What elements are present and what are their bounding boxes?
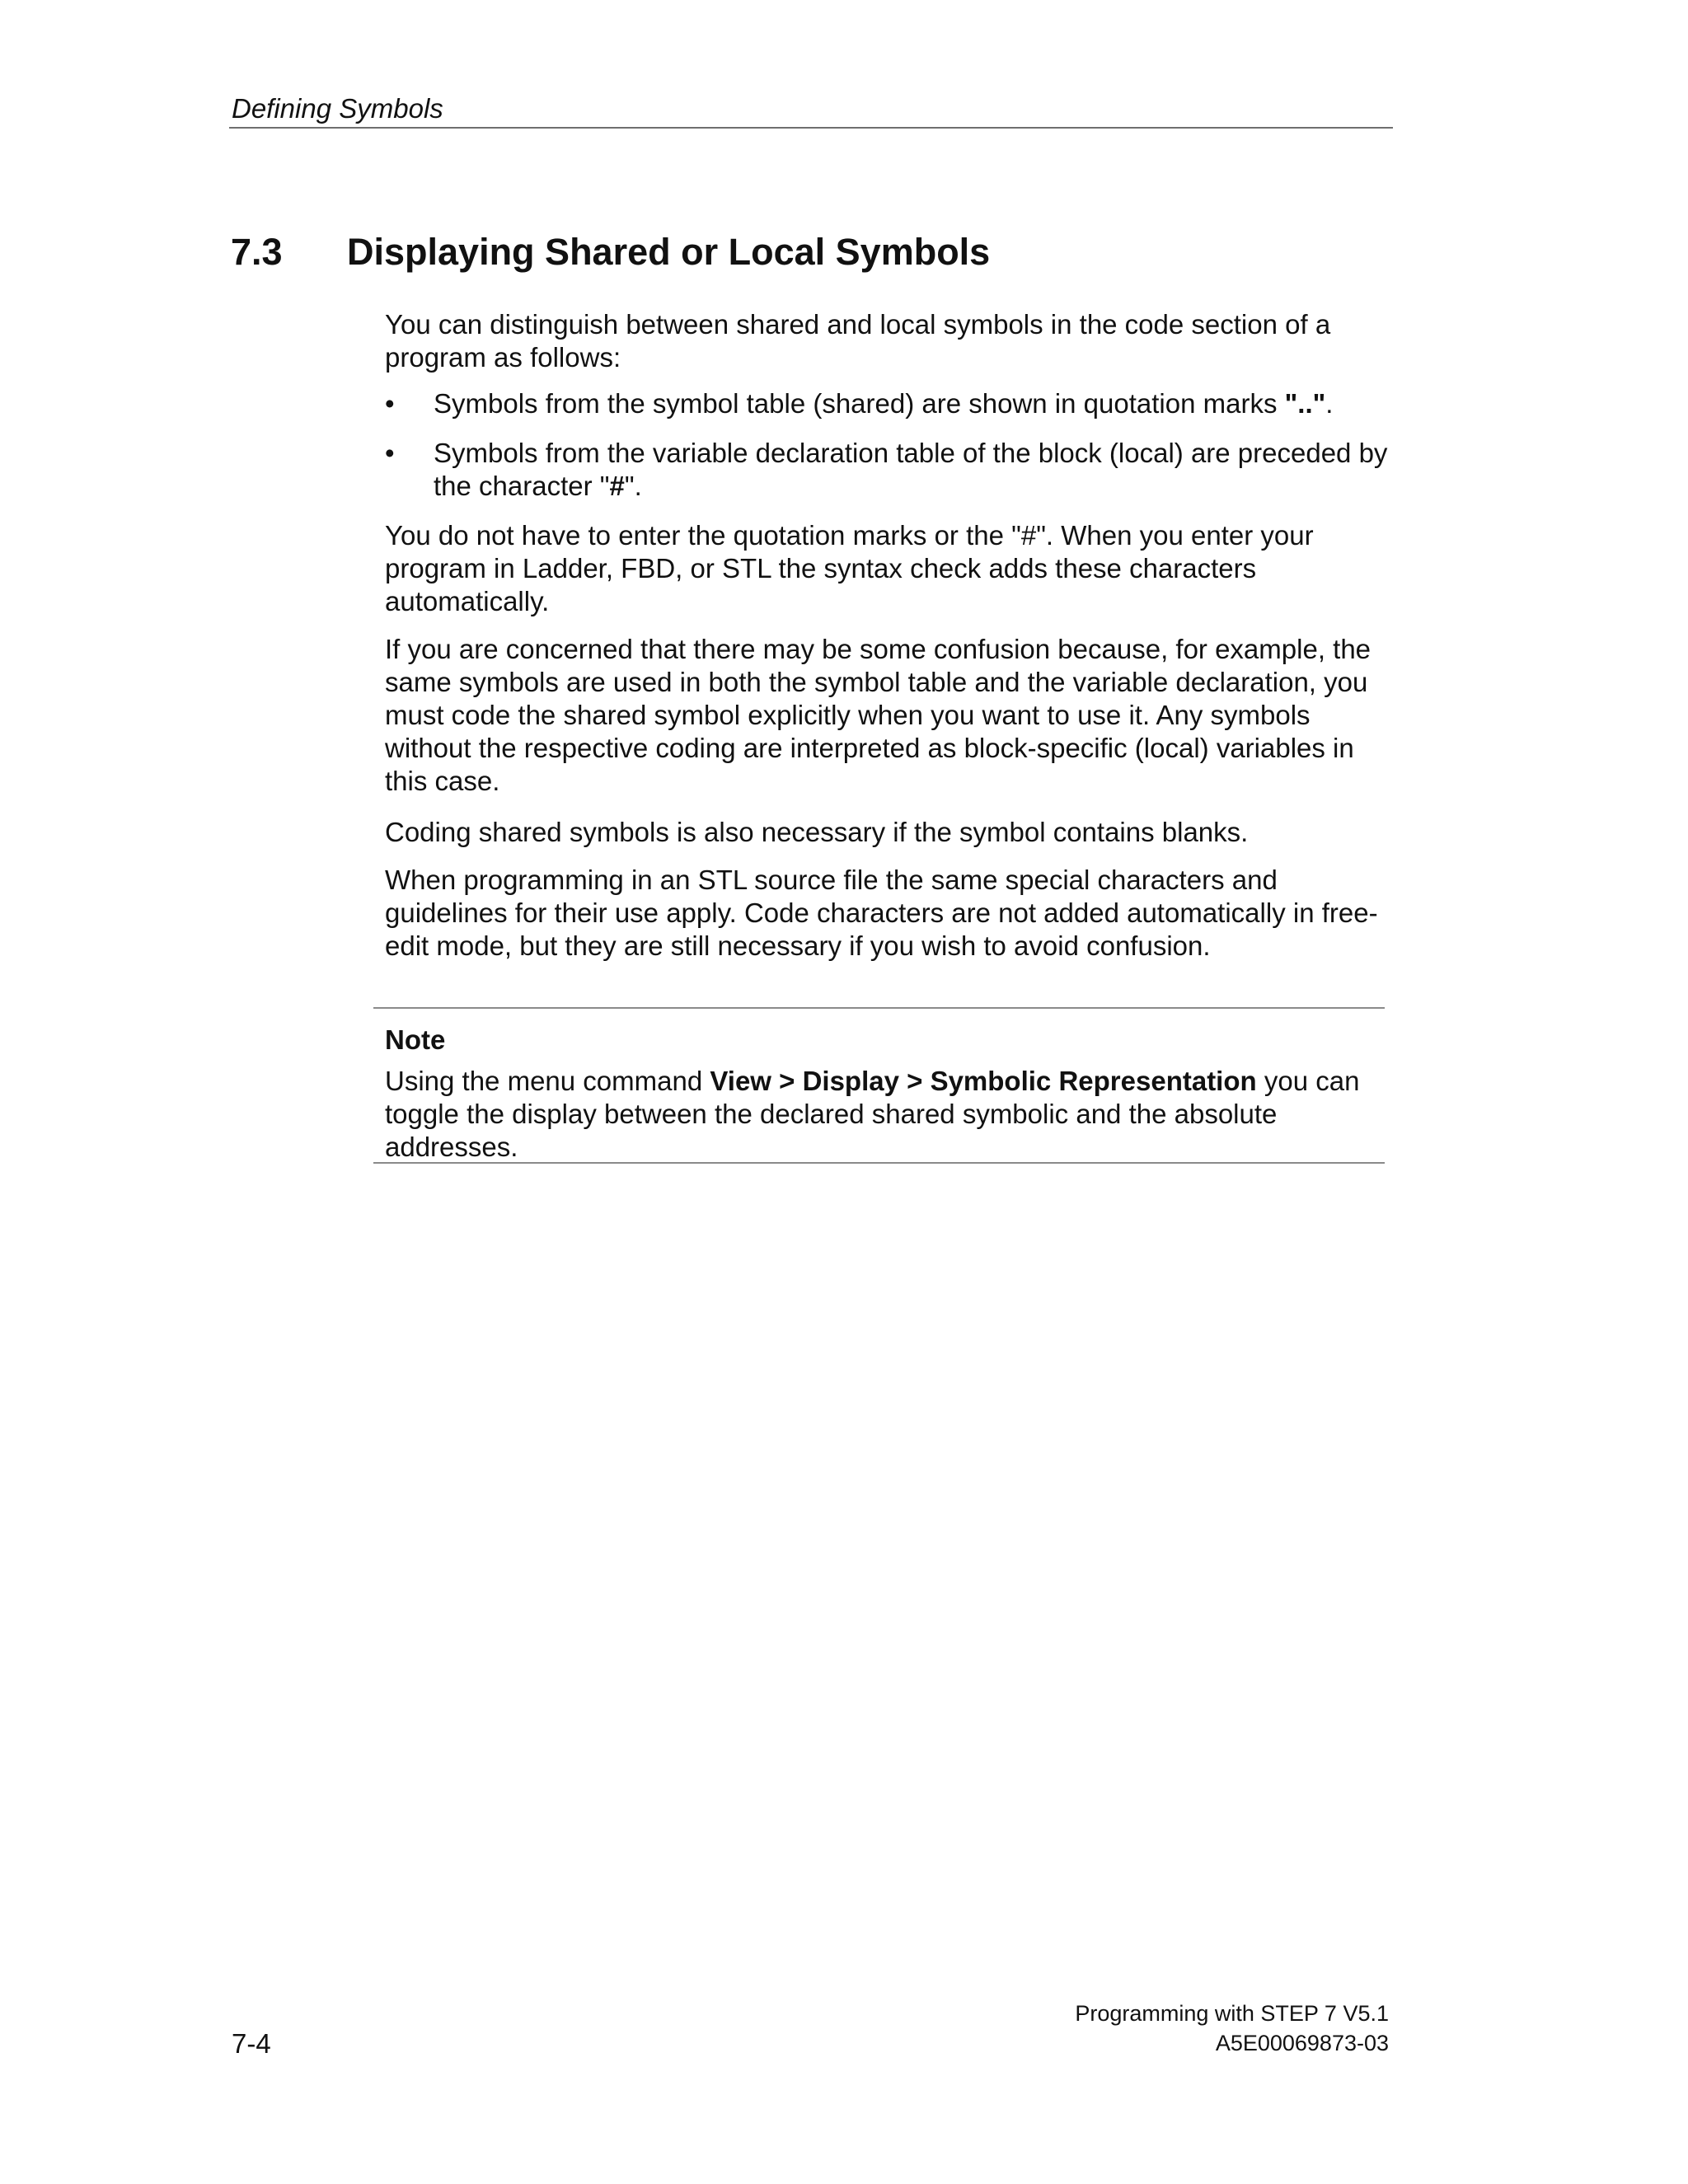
bullet-emphasis: ".." xyxy=(1284,388,1326,419)
note-heading: Note xyxy=(385,1024,446,1055)
manual-title: Programming with STEP 7 V5.1 xyxy=(1075,2001,1389,2026)
order-number: A5E00069873-03 xyxy=(1215,2031,1389,2055)
quotation-marks-paragraph: You do not have to enter the quotation marks or the "#". When you enter your program in Ladder, FBD, or STL the syntax check adds these characters automatically. xyxy=(385,520,1314,616)
bullet-text xyxy=(434,387,1390,420)
page-number: 7-4 xyxy=(232,2028,271,2059)
note-text-part: Using the menu command xyxy=(385,1066,710,1096)
bullet-text-part: . xyxy=(1325,388,1334,419)
note-bottom-divider xyxy=(373,1162,1385,1164)
intro-paragraph: You can distinguish between shared and local symbols in the code section of a program as follows: xyxy=(385,309,1331,373)
confusion-paragraph: If you are concerned that there may be some confusion because, for example, the same symbols are used in both the symbol table and the variable declaration, you must code the shared symbol explicitly when you want to use it. Any symbols without the respective coding are interpreted as block-specific (local) variables in this case. xyxy=(385,634,1372,796)
menu-command: View > Display > Symbolic Representation xyxy=(710,1066,1257,1096)
bullet-text xyxy=(434,437,1390,503)
bullet-text-part: Symbols from the variable declaration table of the block (local) are preceded by the character " xyxy=(434,438,1388,501)
stl-source-paragraph: When programming in an STL source file the same special characters and guidelines for their use apply. Code characters are not added automatically in free-edit mode, but they are still necessary if you wish to avoid confusion. xyxy=(385,865,1378,961)
bullet-marker: • xyxy=(385,388,395,419)
bullet-emphasis: # xyxy=(609,471,625,501)
running-head: Defining Symbols xyxy=(232,93,443,124)
blanks-paragraph: Coding shared symbols is also necessary if the symbol contains blanks. xyxy=(385,817,1249,847)
section-title: Displaying Shared or Local Symbols xyxy=(347,231,991,273)
note-top-divider xyxy=(373,1007,1385,1009)
note-text-part: you can toggle the display between the declared shared symbolic and the absolute addresses. xyxy=(385,1066,1360,1162)
note-body xyxy=(385,1065,1382,1164)
bullet-text-part: ". xyxy=(624,471,642,501)
bullet-text-part: Symbols from the symbol table (shared) are shown in quotation marks xyxy=(434,388,1285,419)
header-divider xyxy=(229,127,1393,129)
section-number: 7.3 xyxy=(231,231,283,273)
bullet-marker: • xyxy=(385,438,395,468)
